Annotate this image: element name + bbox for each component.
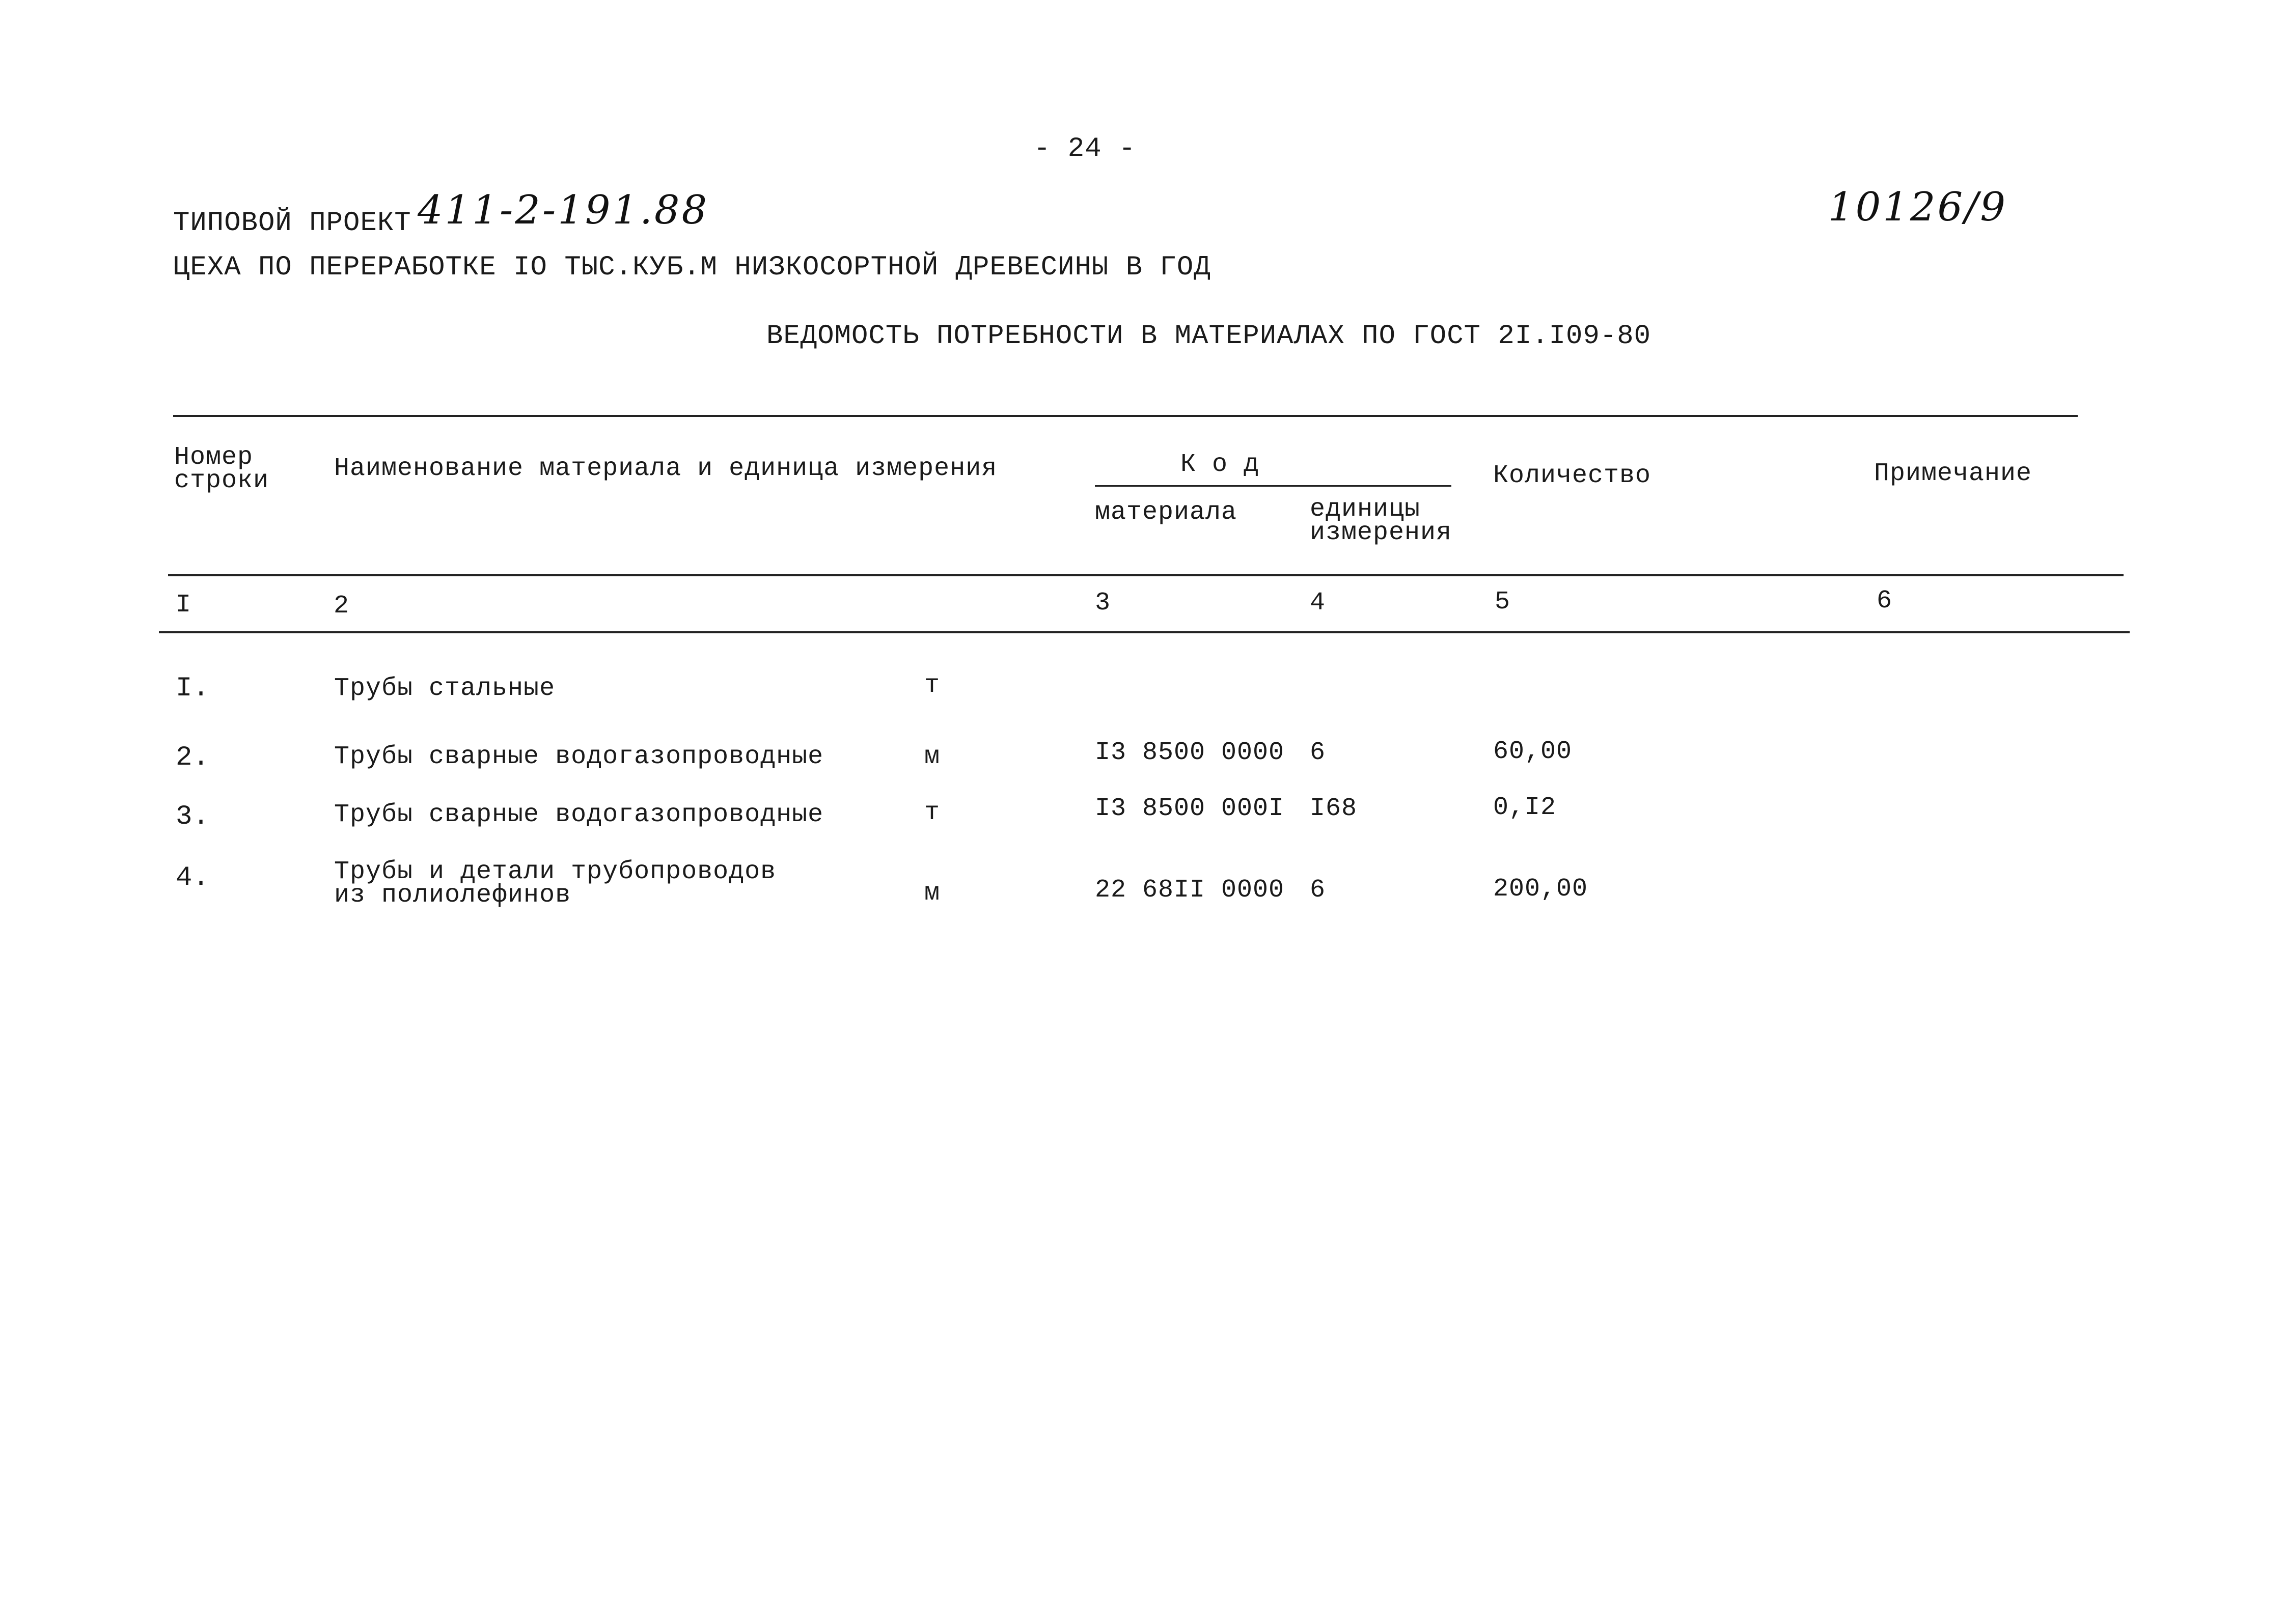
row-name: Трубы стальные (334, 674, 556, 703)
column-number: 4 (1310, 589, 1326, 618)
row-code-unit: 6 (1310, 876, 1326, 905)
document-subtitle: ЦЕХА ПО ПЕРЕРАБОТКЕ IO ТЫС.КУБ.М НИЗКОСОРТНОЙ ДРЕВЕСИНЫ В ГОД (173, 252, 1211, 283)
header-name: Наименование материала и единица измерения (334, 454, 998, 483)
column-numbers-rule (159, 631, 2130, 633)
sheet-code: 10126/9 (1828, 184, 2008, 230)
column-number: 2 (334, 592, 350, 621)
row-number: 3. (176, 801, 210, 832)
header-code-group: К о д (1180, 450, 1260, 479)
column-number: 6 (1877, 586, 1893, 615)
row-unit: м (924, 742, 941, 771)
row-code-material: I3 8500 0000 (1095, 738, 1285, 767)
column-number: 3 (1095, 589, 1111, 618)
row-quantity: 60,00 (1493, 737, 1573, 766)
table-top-rule (173, 415, 2078, 417)
header-row-number: Номер строки (174, 443, 269, 495)
row-name: Трубы и детали трубопроводов из полиолефинов (334, 857, 777, 910)
row-code-material: 22 68II 0000 (1095, 876, 1285, 905)
row-number: 2. (176, 742, 210, 773)
row-code-material: I3 8500 000I (1095, 794, 1285, 823)
row-number: I. (176, 673, 210, 704)
page-number: - 24 - (1034, 133, 1136, 164)
row-name: Трубы сварные водогазопроводные (334, 800, 824, 829)
header-code-unit: единицы измерения (1310, 495, 1452, 547)
row-unit: м (924, 879, 941, 908)
header-bottom-rule (168, 574, 2124, 576)
header-note: Примечание (1874, 459, 2032, 488)
code-group-rule (1095, 485, 1451, 487)
document-title: ВЕДОМОСТЬ ПОТРЕБНОСТИ В МАТЕРИАЛАХ ПО ГОСТ 2I.I09-80 (766, 321, 1651, 352)
column-number: I (176, 591, 192, 620)
project-number: 411-2-191.88 (418, 187, 709, 233)
row-quantity: 200,00 (1493, 875, 1588, 904)
row-quantity: 0,I2 (1493, 793, 1557, 822)
row-number: 4. (176, 862, 210, 893)
row-code-unit: I68 (1310, 794, 1358, 823)
header-code-material: материала (1095, 498, 1237, 527)
row-unit: т (924, 798, 941, 827)
column-number: 5 (1495, 587, 1511, 617)
row-name: Трубы сварные водогазопроводные (334, 742, 824, 771)
row-unit: т (924, 671, 941, 700)
header-quantity: Количество (1493, 461, 1651, 490)
project-label: ТИПОВОЙ ПРОЕКТ (173, 208, 411, 239)
row-code-unit: 6 (1310, 738, 1326, 767)
